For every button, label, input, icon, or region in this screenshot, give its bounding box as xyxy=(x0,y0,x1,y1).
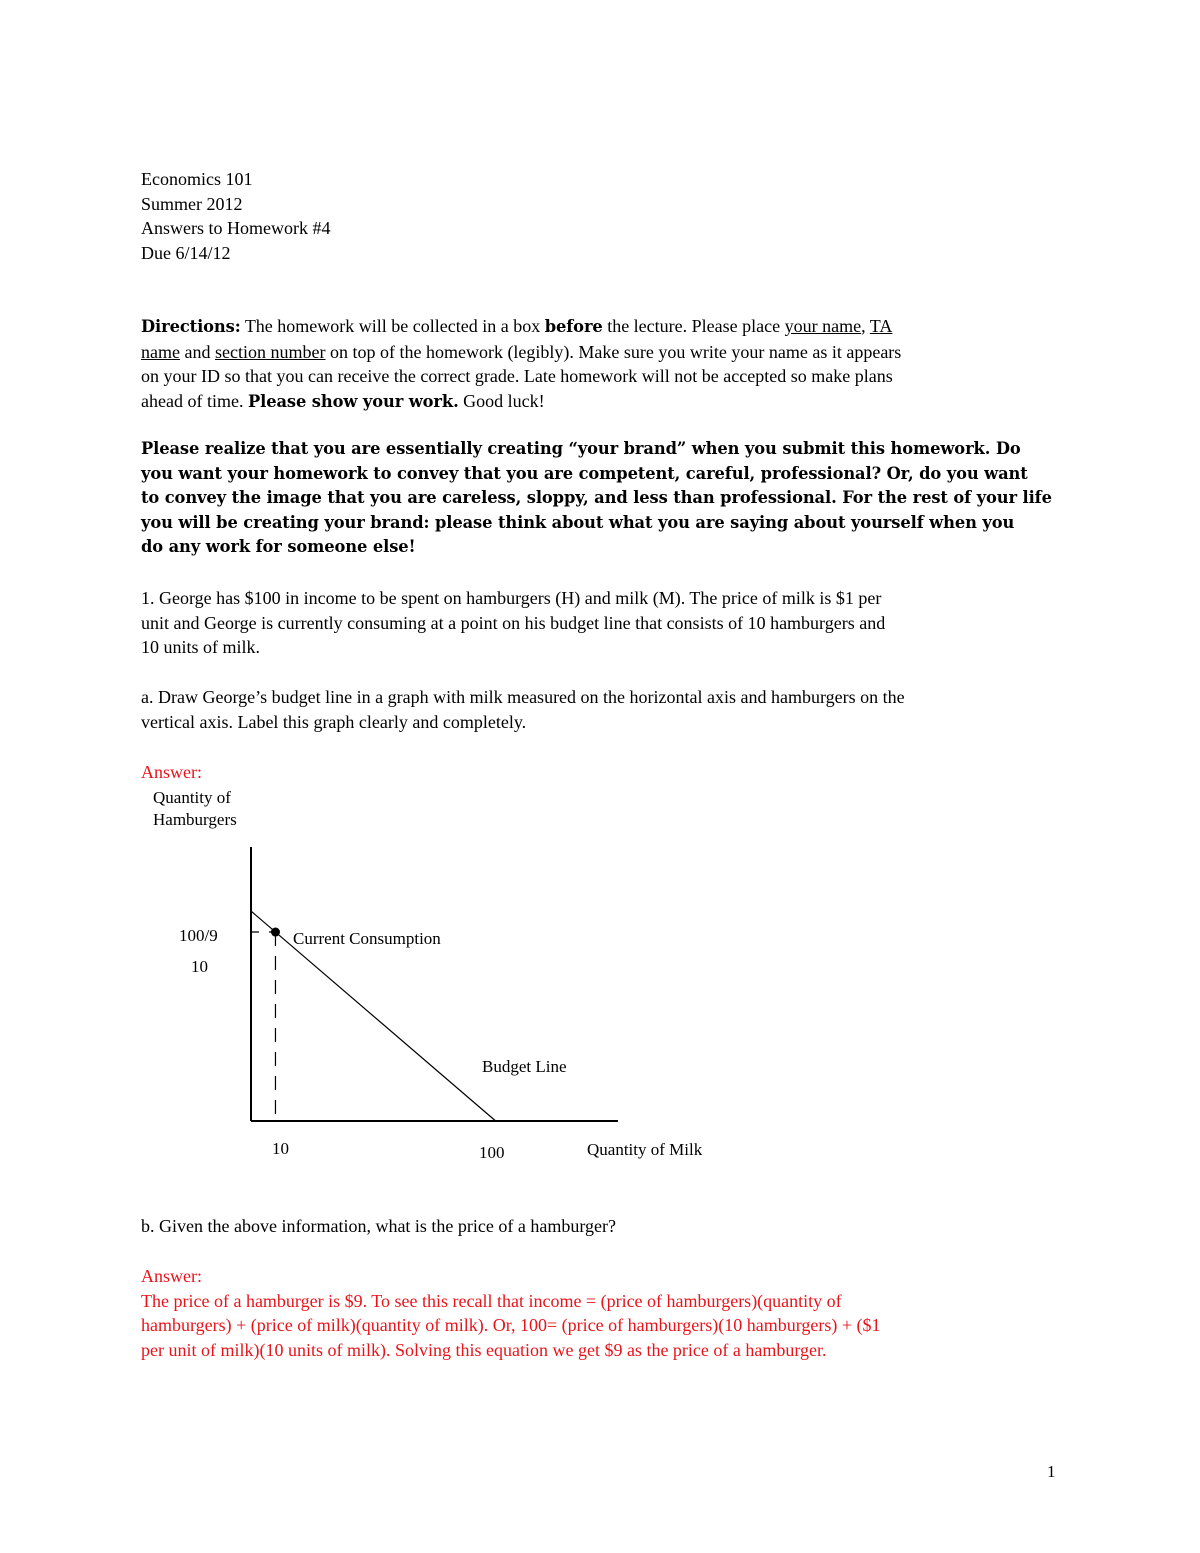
ta-name-underlined-cont: name xyxy=(141,341,180,362)
directions-emphasis: before xyxy=(544,317,603,336)
directions-text: Good luck! xyxy=(458,390,545,411)
answer-b-line: per unit of milk)(10 units of milk). Solving this equation we get $9 as the price of a hamburger. xyxy=(141,1339,827,1360)
x-tick-label-10: 10 xyxy=(272,1139,289,1158)
page-number: 1 xyxy=(1047,1462,1056,1481)
due-date: Due 6/14/12 xyxy=(141,242,231,263)
brand-warning-line: Please realize that you are essentially creating “your brand” when you submit this homework. Do xyxy=(141,439,1021,458)
directions-line-3: on your ID so that you can receive the correct grade. Late homework will not be accepted so make plans xyxy=(141,366,893,386)
brand-warning-line: do any work for someone else! xyxy=(141,537,416,556)
answer-b-line: The price of a hamburger is $9. To see this recall that income = (price of hamburgers)(quantity of xyxy=(141,1290,842,1311)
document-title: Answers to Homework #4 xyxy=(141,218,331,238)
answer-b xyxy=(141,1264,881,1362)
current-consumption-label: Current Consumption xyxy=(293,929,441,948)
part-a-line: a. Draw George’s budget line in a graph with milk measured on the horizontal axis and hamburgers on the xyxy=(141,687,905,707)
directions-text: ahead of time. xyxy=(141,390,248,411)
answer-a-label: Answer: xyxy=(141,762,202,782)
brand-warning-line: you want your homework to convey that you are competent, careful, professional? Or, do you want xyxy=(141,463,1028,483)
section-number-underlined: section number xyxy=(214,341,326,362)
directions-text: The homework will be collected in a box xyxy=(240,316,545,336)
ta-name-underlined: TA xyxy=(869,316,893,336)
y-tick-label-10: 10 xyxy=(191,957,208,976)
y-axis-label-line-1: Quantity of xyxy=(153,788,231,807)
question-1-line: unit and George is currently consuming at a point on his budget line that consists of 10 hamburgers and xyxy=(141,612,886,633)
brand-warning-line: to convey the image that you are careless, sloppy, and less than professional. For the rest of your life xyxy=(141,488,1052,507)
answer-b-line: hamburgers) + (price of milk)(quantity of milk). Or, 100= (price of hamburgers)(10 hamburgers) + ($1 xyxy=(141,1315,881,1335)
y-tick-label-100-9: 100/9 xyxy=(179,926,218,945)
show-work-emphasis: Please show your work. xyxy=(247,391,459,411)
part-b: b. Given the above information, what is the price of a hamburger? xyxy=(141,1216,617,1236)
directions-text: , xyxy=(861,316,870,336)
brand-warning-line: you will be creating your brand: please think about what you are saying about yourself when you xyxy=(141,512,1015,532)
directions-text: and xyxy=(179,341,215,362)
question-1-line: 10 units of milk. xyxy=(141,637,261,657)
current-consumption-point xyxy=(271,928,280,937)
y-axis-label-line-2: Hamburgers xyxy=(153,810,237,829)
x-tick-label-100: 100 xyxy=(479,1143,505,1162)
answer-b-label: Answer: xyxy=(141,1266,202,1286)
directions-text: the lecture. Please place xyxy=(602,316,785,336)
term: Summer 2012 xyxy=(141,193,243,214)
x-axis-label: Quantity of Milk xyxy=(587,1140,703,1159)
course-name: Economics 101 xyxy=(141,169,253,189)
budget-line-label: Budget Line xyxy=(482,1057,567,1076)
directions-text: on top of the homework (legibly). Make sure you write your name as it appears xyxy=(325,341,902,362)
your-name-underlined: your name xyxy=(784,316,862,336)
directions-label: Directions: xyxy=(141,317,241,336)
part-a-line: vertical axis. Label this graph clearly and completely. xyxy=(141,711,527,732)
question-1-line: 1. George has $100 in income to be spent on hamburgers (H) and milk (M). The price of milk is $1 per xyxy=(141,588,882,608)
